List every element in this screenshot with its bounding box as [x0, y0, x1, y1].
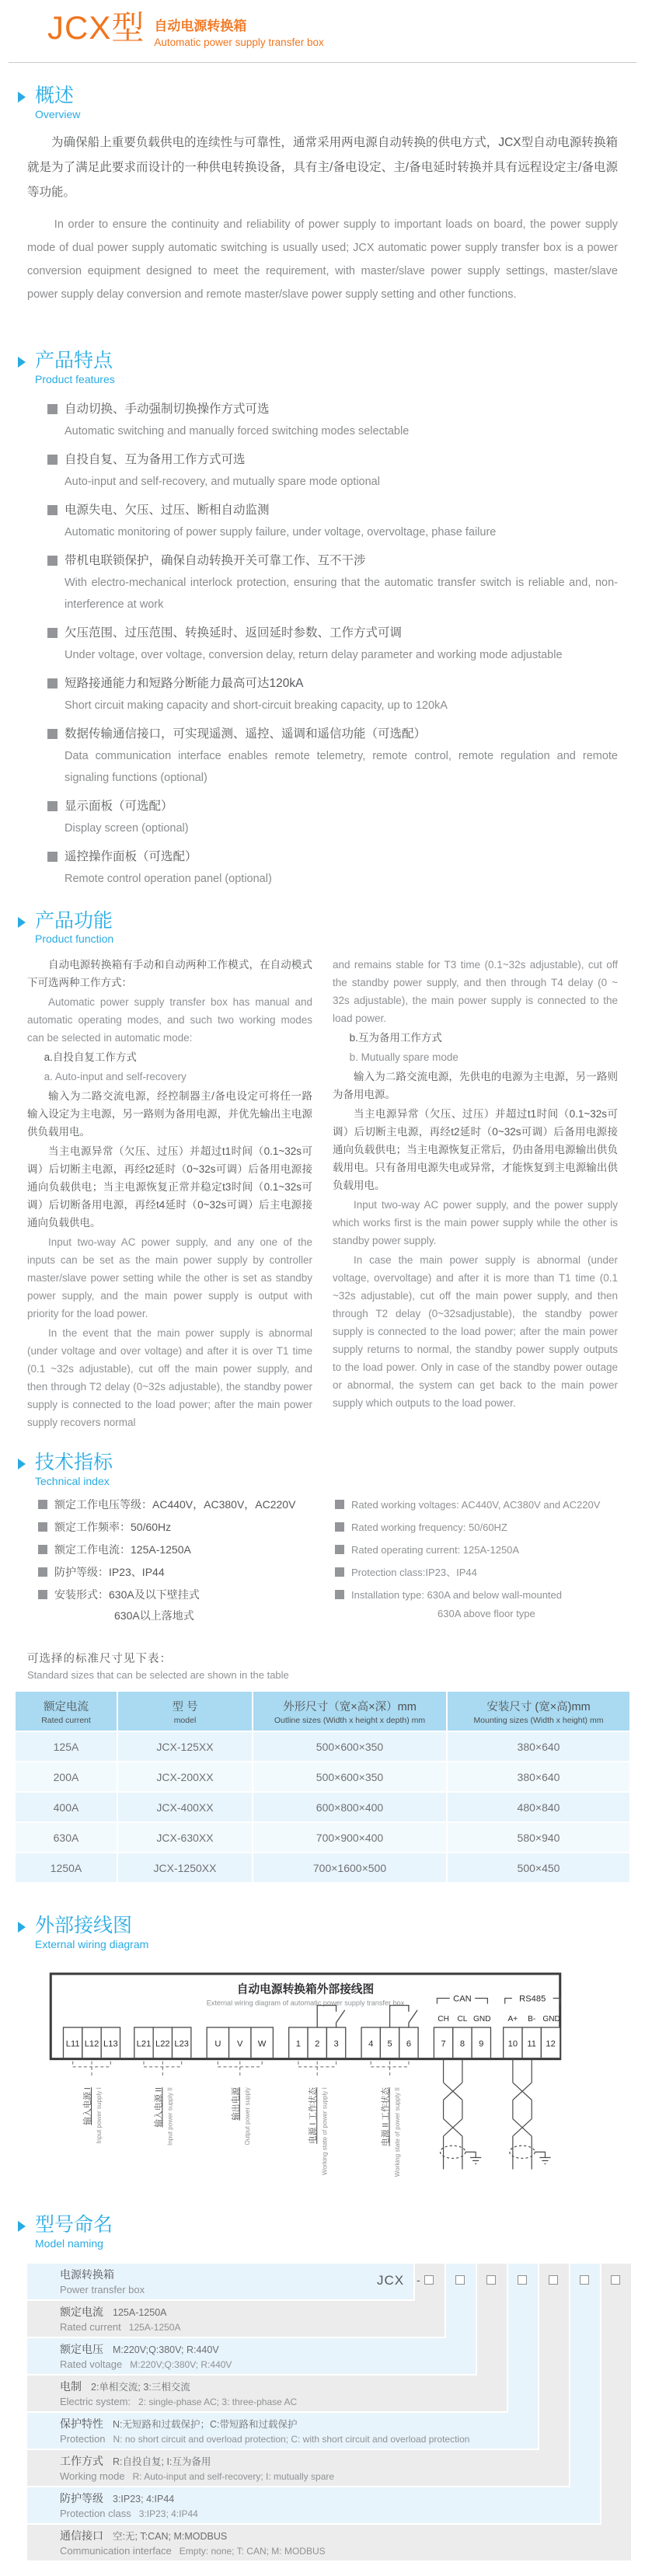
square-bullet-icon: [47, 556, 58, 566]
tech-text: 安装形式：630A及以下壁挂式: [54, 1588, 200, 1601]
square-bullet-icon: [38, 1500, 47, 1509]
technical-heading-zh: 技术指标: [35, 1452, 113, 1474]
tech-text: Rated working voltages: AC440V, AC380V and AC220V: [351, 1499, 601, 1511]
table-cell: 1250A: [16, 1853, 117, 1882]
function-heading-zh: 产品功能: [35, 909, 113, 932]
terminal-label: L13: [103, 2039, 118, 2049]
tech-text: 额定工作电压等级：AC440V，AC380V，AC220V: [54, 1498, 296, 1511]
paragraph: Input two-way AC power supply, and any one of the inputs can be set as the main power supply by controller master/slave power setting while the other is set as standby power supply, and the main power supply is output with priority for the load power.: [27, 1236, 312, 1320]
table-cell: 700×1600×500: [253, 1853, 446, 1882]
square-bullet-icon: [38, 1590, 47, 1599]
twisted-pair-cable-icon: [441, 2058, 551, 2169]
naming-label-en: Working mode: [60, 2470, 125, 2482]
terminal-label: W: [257, 2039, 267, 2049]
square-bullet-icon: [38, 1522, 47, 1532]
group-label-zh: 电源 II 工作状态: [381, 2086, 391, 2146]
naming-value-zh: 2:单相交流; 3:三相交流: [91, 2381, 190, 2393]
paragraph: a.自投自复工作方式: [44, 1051, 137, 1064]
tech-item: [38, 1519, 321, 1535]
naming-label-zh: 电制: [60, 2379, 82, 2393]
tech-item: [38, 1497, 321, 1513]
header-zh: 安装尺寸 (宽×高)mm: [486, 1701, 591, 1713]
feature-text-en: Short circuit making capacity and short-circuit breaking capacity, up to 120kA: [64, 699, 448, 712]
tech-text: Rated operating current: 125A-1250A: [351, 1544, 520, 1556]
section-technical-index: [27, 1452, 618, 1630]
table-cell: 480×840: [448, 1793, 629, 1821]
table-header-cell: [16, 1692, 117, 1731]
feature-text-zh: 短路接通能力和短路分断能力最高可达120kA: [64, 676, 304, 690]
table-cell: 125A: [16, 1732, 117, 1761]
paragraph: b. Mutually spare mode: [349, 1051, 458, 1064]
tech-item-continuation: 630A above floor type: [438, 1608, 535, 1619]
product-title-en: Automatic power supply transfer box: [154, 37, 324, 48]
naming-label-en: Communication interface: [60, 2544, 172, 2557]
terminal-label: 4: [368, 2039, 374, 2049]
technical-heading-en: Technical index: [35, 1475, 110, 1487]
naming-value-en: 2: single-phase AC; 3: three-phase AC: [138, 2396, 298, 2407]
terminal-label: 9: [479, 2039, 484, 2049]
square-bullet-icon: [47, 404, 58, 414]
naming-label-en: Power transfer box: [60, 2283, 145, 2295]
terminal-label: L22: [155, 2039, 170, 2049]
naming-label-zh: 防护等级: [60, 2491, 103, 2505]
triangle-bullet-icon: [18, 2221, 26, 2232]
table-cell: 380×640: [448, 1732, 629, 1761]
header-en: Mounting sizes (Width x height) mm: [473, 1716, 604, 1725]
feature-item: [47, 448, 618, 493]
feature-item: [47, 845, 618, 890]
feature-text-zh: 自投自复、互为备用工作方式可选: [64, 452, 246, 466]
triangle-bullet-icon: [18, 357, 26, 368]
square-bullet-icon: [38, 1567, 47, 1577]
code-box-icon: [518, 2275, 527, 2285]
wiring-diagram-svg: [49, 1972, 562, 2187]
header-en: Outline sizes (Width x height x depth) mm: [274, 1716, 426, 1725]
naming-heading-en: Model naming: [35, 2236, 103, 2250]
tech-text: Protection class:IP23、IP44: [351, 1567, 477, 1578]
feature-text-en: Automatic monitoring of power supply failure, under voltage, overvoltage, phase failure: [64, 525, 497, 539]
features-heading-zh: 产品特点: [35, 349, 113, 371]
naming-value-zh: N:无短路和过载保护；C:带短路和过载保护: [113, 2418, 298, 2430]
naming-heading: [18, 2214, 618, 2250]
table-header-cell: [118, 1692, 252, 1731]
terminal-label: L21: [136, 2039, 152, 2049]
feature-text-en: Auto-input and self-recovery, and mutually spare mode optional: [64, 475, 380, 488]
section-wiring-diagram: [27, 1915, 618, 2191]
naming-label-en: Rated voltage: [60, 2358, 123, 2370]
table-cell: JCX-200XX: [118, 1762, 252, 1791]
paragraph: a. Auto-input and self-recovery: [44, 1071, 187, 1083]
table-cell: 200A: [16, 1762, 117, 1791]
section-overview: [27, 85, 618, 306]
tech-item: [38, 1564, 321, 1581]
feature-item: [47, 398, 618, 442]
table-cell: 500×600×350: [253, 1732, 446, 1761]
paragraph: 当主电源异常（欠压、过压）并超过t1时间（0.1~32s可调）后切断主电源，再经t2延时（0~32s可调）后备用电源接通向负载供电；当主电源恢复正常并稳定t3时间（0.1~32s可调）后切断备用电源，再经t4延时（0~32s可调）后主电源接通向负载供电。: [27, 1145, 312, 1229]
function-heading: [18, 910, 618, 946]
overview-heading-en: Overview: [35, 107, 81, 120]
code-box-icon: [424, 2275, 434, 2285]
terminal-label: L23: [174, 2039, 190, 2049]
pin-label: CL: [457, 2014, 468, 2024]
naming-label-zh: 电源转换箱: [60, 2268, 114, 2281]
terminal-label: 8: [459, 2039, 465, 2049]
paragraph: 输入为二路交流电源，经控制器主/备电设定可将任一路输入设定为主电源，另一路则为备用电源，并优先输出主电源供负载用电。: [27, 1090, 312, 1138]
naming-row: [27, 2487, 600, 2523]
terminal-label: 2: [315, 2039, 320, 2049]
terminal-label: L11: [65, 2039, 80, 2049]
pin-label: GND: [542, 2014, 560, 2024]
tech-text: 额定工作电流：125A-1250A: [54, 1543, 191, 1556]
product-title-block: [154, 11, 323, 48]
header-zh: 型 号: [172, 1701, 198, 1713]
tech-item: [335, 1564, 618, 1581]
table-cell: 400A: [16, 1793, 117, 1821]
naming-label-zh: 额定电压: [60, 2342, 103, 2355]
feature-item: [47, 499, 618, 543]
triangle-bullet-icon: [18, 92, 26, 103]
naming-value-en: 3:IP23; 4:IP44: [138, 2508, 198, 2519]
group-label-en: Input power supply II: [166, 2086, 174, 2146]
square-bullet-icon: [335, 1567, 344, 1577]
section-product-features: [27, 350, 618, 890]
feature-item: [47, 795, 618, 839]
naming-label-zh: 通信接口: [60, 2529, 103, 2542]
tech-item: [335, 1519, 618, 1535]
feature-text-en: Data communication interface enables remote telemetry, remote control, remote regulation and remote signaling functions (optional): [64, 749, 618, 784]
group-label-zh: 输入电源 I: [82, 2086, 92, 2125]
wiring-diagram: [49, 1972, 618, 2191]
naming-row: [27, 2450, 569, 2486]
sizes-intro-en: Standard sizes that can be selected are shown in the table: [27, 1669, 289, 1681]
group-labels: [82, 2086, 401, 2177]
wiring-heading-zh: 外部接线图: [35, 1915, 133, 1936]
terminal-label: 11: [527, 2039, 537, 2049]
group-bracket-lines: [73, 2061, 409, 2075]
naming-value-en: R: Auto-input and self-recovery; I: mutually spare: [132, 2470, 335, 2482]
terminal-label: 10: [507, 2039, 518, 2049]
paragraph: and remains stable for T3 time (0.1~32s adjustable), cut off the standby power supply, and then through T4 delay (0 ~ 32s adjustable), the main power supply is connected to the load power.: [333, 959, 618, 1025]
paragraph: In case the main power supply is abnormal (under voltage, overvoltage) and after it is more than T1 time (0.1 ~32s adjustable), cut off the main power supply, and then through T2 delay (0~32sadjustable), the standby power supply is connected to the load power; after the main power supply returns to normal, the standby power supply outputs to the load power. Only in case of the standby power outage or abnormal, the system can get back to the main power supply which outputs to the load power.: [333, 1254, 618, 1410]
feature-text-en: Automatic switching and manually forced switching modes selectable: [64, 424, 410, 437]
code-box-icon: [611, 2275, 620, 2285]
group-label-zh: 输入电源 II: [154, 2086, 164, 2128]
function-left-column: [27, 956, 312, 1433]
square-bullet-icon: [47, 678, 58, 688]
code-box-icon: [486, 2275, 496, 2285]
naming-label-zh: 额定电流: [60, 2305, 103, 2318]
product-title-zh: 自动电源转换箱: [154, 19, 247, 33]
triangle-bullet-icon: [18, 917, 26, 928]
code-box-icon: [549, 2275, 558, 2285]
sizes-intro: [27, 1650, 618, 1681]
square-bullet-icon: [47, 729, 58, 739]
tech-text: Installation type: 630A and below wall-mounted: [351, 1589, 563, 1601]
diagram-title-zh: 自动电源转换箱外部接线图: [236, 1983, 375, 1996]
sizes-intro-zh: 可选择的标准尺寸见下表：: [27, 1653, 172, 1665]
model-prefix: JCX: [377, 2272, 405, 2288]
technical-heading: [18, 1452, 618, 1487]
terminal-label: 12: [546, 2039, 556, 2049]
table-cell: 380×640: [448, 1762, 629, 1791]
pin-label: GND: [473, 2014, 491, 2024]
can-label: CAN: [453, 1994, 472, 2004]
paragraph: In the event that the main power supply is abnormal (under voltage and over voltage) and after it is over T1 time (0.1 ~32s adjustable), cut off the main power supply, and then through T2 delay (0~32s adjustable), the standby power supply is connected to the load power; after the main power supply recovers normal: [27, 1327, 312, 1429]
square-bullet-icon: [47, 505, 58, 515]
pin-label: B-: [528, 2014, 536, 2024]
terminal-label: U: [214, 2039, 221, 2049]
function-right-column: [333, 956, 618, 1433]
pin-label: CH: [438, 2014, 449, 2024]
wiring-heading-en: External wiring diagram: [35, 1937, 149, 1950]
function-heading-en: Product function: [35, 932, 114, 946]
diagram-title-en: External wiring diagram of automatic power supply transfer box: [206, 1999, 405, 2007]
feature-text-zh: 电源失电、欠压、过压、断相自动监测: [64, 503, 270, 517]
feature-text-zh: 遥控操作面板（可选配）: [64, 849, 197, 863]
table-cell: 500×450: [448, 1853, 629, 1882]
group-label-zh: 输出电源: [231, 2086, 241, 2121]
table-cell: JCX-125XX: [118, 1732, 252, 1761]
paragraph: Input two-way AC power supply, and the power supply which works first is the main power supply while the other is standby power supply.: [333, 1199, 618, 1247]
naming-heading-zh: 型号命名: [35, 2213, 113, 2236]
naming-label-zh: 工作方式: [60, 2454, 103, 2467]
naming-row: [27, 2338, 476, 2374]
terminal-label: 3: [333, 2039, 339, 2049]
paragraph: 当主电源异常（欠压、过压）并超过t1时间（0.1~32s可调）后切断主电源，再经t2延时（0~32s可调）后备用电源接通向负载供电；当主电源恢复正常后，仍由备用电源输出供负载用电。只有备用电源失电或异常，才能恢复到主电源输出供负载用电。: [333, 1108, 618, 1192]
naming-value-en: 125A-1250A: [128, 2321, 181, 2333]
overview-heading: [18, 85, 618, 120]
code-column: [570, 2264, 600, 2523]
naming-value-zh: M:220V;Q:380V; R:440V: [113, 2344, 219, 2355]
terminal-label: 6: [406, 2039, 412, 2049]
square-bullet-icon: [38, 1545, 47, 1554]
terminal-label: 7: [441, 2039, 446, 2049]
technical-list-zh: [38, 1497, 321, 1630]
header-en: model: [173, 1716, 197, 1725]
naming-value-zh: 125A-1250A: [113, 2306, 167, 2318]
rs485-label: RS485: [519, 1994, 546, 2004]
naming-value-zh: R:自投自复; I:互为备用: [113, 2456, 211, 2467]
table-cell: JCX-630XX: [118, 1823, 252, 1852]
group-label-en: Working state of power supply I: [321, 2086, 329, 2175]
feature-text-zh: 数据传输通信接口，可实现遥测、遥控、遥调和遥信功能（可选配）: [64, 727, 427, 741]
square-bullet-icon: [47, 852, 58, 862]
table-cell: JCX-1250XX: [118, 1853, 252, 1882]
header-en: Rated current: [41, 1716, 91, 1725]
technical-list-en: [335, 1497, 618, 1630]
code-column: [601, 2264, 631, 2560]
table-cell: 600×800×400: [253, 1793, 446, 1821]
section-model-naming: [27, 2214, 618, 2560]
triangle-bullet-icon: [18, 1459, 26, 1469]
naming-label-en: Rated current: [60, 2320, 121, 2333]
naming-value-en: N: no short circuit and overload protection; C: with short circuit and overload protection: [113, 2433, 470, 2445]
code-box-icon: [580, 2275, 589, 2285]
naming-row: [27, 2376, 507, 2411]
naming-row: [27, 2301, 445, 2337]
square-bullet-icon: [47, 801, 58, 811]
product-model-title: JCX型: [47, 9, 145, 46]
tech-item: [38, 1587, 321, 1603]
tech-item: [335, 1497, 618, 1513]
terminal-label: 5: [387, 2039, 392, 2049]
header-zh: 额定电流: [44, 1701, 89, 1713]
feature-text-en: Under voltage, over voltage, conversion delay, return delay parameter and working mode adjustable: [64, 648, 563, 661]
technical-columns: [38, 1497, 618, 1630]
paragraph: 自动电源转换箱有手动和自动两种工作模式，在自动模式下可选两种工作方式：: [27, 959, 312, 989]
page-header: [47, 11, 618, 48]
square-bullet-icon: [47, 628, 58, 638]
header-zh: 外形尺寸（宽×高×深）mm: [283, 1701, 417, 1713]
triangle-bullet-icon: [18, 1922, 26, 1933]
group-label-zh: 电源 I 工作状态: [309, 2086, 319, 2144]
paragraph: 输入为二路交流电源，先供电的电源为主电源，另一路则为备用电源。: [333, 1071, 618, 1101]
feature-text-en: Remote control operation panel (optional): [64, 872, 272, 885]
tech-item: [335, 1542, 618, 1558]
table-cell: JCX-400XX: [118, 1793, 252, 1821]
feature-item: [47, 723, 618, 789]
square-bullet-icon: [335, 1500, 344, 1509]
pin-label: A+: [507, 2014, 518, 2024]
group-label-en: Output power supply: [243, 2086, 251, 2146]
tech-item: [335, 1587, 618, 1603]
table-header-cell: [253, 1692, 446, 1731]
feature-text-zh: 欠压范围、过压范围、转换延时、返回延时参数、工作方式可调: [64, 626, 403, 640]
group-label-en: Input power supply I: [96, 2086, 103, 2144]
features-heading: [18, 350, 618, 385]
paragraph: b.互为备用工作方式: [349, 1032, 442, 1044]
naming-value-en: M:220V;Q:380V; R:440V: [130, 2358, 232, 2370]
tech-text: 额定工作频率：50/60Hz: [54, 1521, 172, 1533]
naming-label-en: Electric system:: [60, 2395, 131, 2407]
sizes-table: [16, 1692, 629, 1882]
feature-text-zh: 显示面板（可选配）: [64, 799, 173, 813]
overview-heading-zh: 概述: [35, 85, 75, 106]
table-header-cell: [448, 1692, 629, 1731]
tech-text: 防护等级：IP23、IP44: [54, 1566, 165, 1578]
square-bullet-icon: [47, 455, 58, 465]
tech-text: Rated working frequency: 50/60HZ: [351, 1522, 507, 1533]
overview-paragraph-zh: 为确保船上重要负载供电的连续性与可靠性，通常采用两电源自动转换的供电方式，JCX型自动电源转换箱就是为了满足此要求而设计的一种供电转换设备，具有主/备电设定、主/备电延时转换并具有远程设定主/备电源等功能。: [27, 135, 618, 199]
feature-text-en: Display screen (optional): [64, 821, 189, 835]
terminal-label: L12: [84, 2039, 99, 2049]
naming-value-zh: 空:无; T:CAN; M:MODBUS: [113, 2530, 228, 2542]
function-columns: [27, 956, 618, 1433]
naming-value-en: Empty: none; T: CAN; M: MODBUS: [179, 2545, 326, 2557]
square-bullet-icon: [335, 1522, 344, 1532]
feature-text-zh: 自动切换、手动强制切换操作方式可选: [64, 402, 270, 416]
naming-row: [27, 2413, 538, 2449]
naming-row: [27, 2525, 631, 2560]
feature-item: [47, 672, 618, 716]
feature-list: [47, 398, 618, 890]
feature-item: [47, 549, 618, 615]
features-heading-en: Product features: [35, 372, 115, 385]
square-bullet-icon: [335, 1590, 344, 1599]
paragraph: Automatic power supply transfer box has manual and automatic operating modes, and such two working modes can be selected in automatic mode:: [27, 996, 312, 1044]
square-bullet-icon: [335, 1545, 344, 1554]
terminal-label: V: [237, 2039, 243, 2049]
table-cell: 630A: [16, 1823, 117, 1852]
group-label-en: Working state of power supply II: [393, 2086, 401, 2177]
feature-text-zh: 带机电联锁保护，确保自动转换开关可靠工作、互不干涉: [64, 553, 366, 567]
overview-paragraph-en: In order to ensure the continuity and reliability of power supply to important loads on board, the power supply mode of dual power supply automatic switching is usually used; JCX automatic power supply transfer box is a power conversion equipment designed to meet the requirement, with master/slave power supply settings, master/slave power supply delay conversion and remote master/slave power supply setting and other functions.: [27, 218, 618, 301]
terminal-label: 1: [295, 2039, 301, 2049]
table-cell: 500×600×350: [253, 1762, 446, 1791]
naming-label-en: Protection class: [60, 2507, 131, 2519]
feature-item: [47, 622, 618, 666]
wiring-heading: [18, 1915, 618, 1950]
naming-row: [27, 2264, 413, 2299]
table-cell: 700×900×400: [253, 1823, 446, 1852]
section-product-function: [27, 910, 618, 1434]
tech-item: [38, 1542, 321, 1558]
code-box-icon: [455, 2275, 465, 2285]
naming-value-zh: 3:IP23; 4:IP44: [113, 2493, 175, 2505]
table-cell: 580×940: [448, 1823, 629, 1852]
header-divider: [9, 62, 636, 63]
feature-text-en: With electro-mechanical interlock protection, ensuring that the automatic transfer switch is reliable and, non-interference at work: [64, 576, 618, 611]
naming-label-en: Protection: [60, 2432, 106, 2445]
tech-item-continuation: 630A以上落地式: [114, 1609, 194, 1622]
model-naming-diagram: [27, 2264, 633, 2560]
naming-label-zh: 保护特性: [60, 2417, 103, 2430]
dash-mark: -: [417, 2273, 420, 2286]
